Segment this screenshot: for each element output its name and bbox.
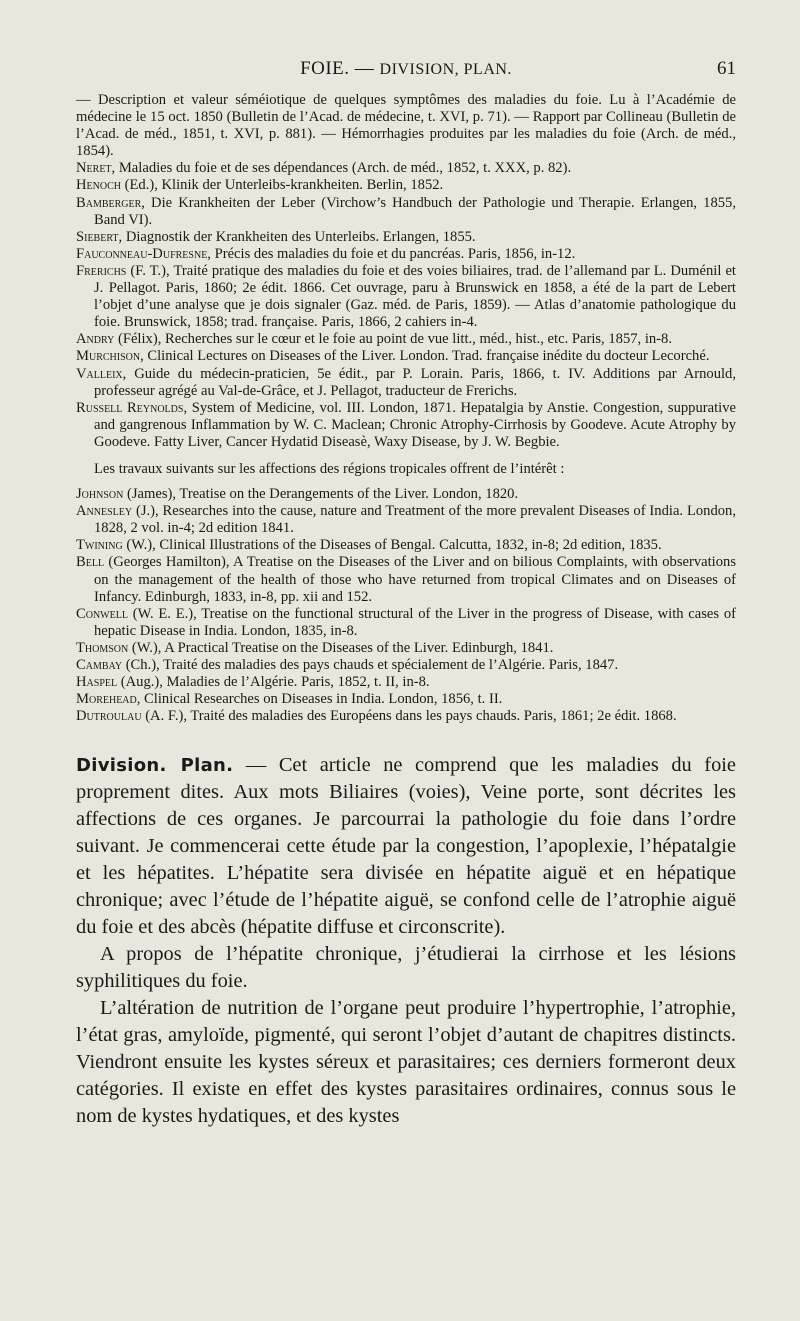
bibliography-entry [76,400,736,451]
entry-text: Clinical Researches on Diseases in India. London, 1856, t. II. [140,691,503,708]
bibliography [76,92,736,725]
running-head [76,58,736,80]
entry-text: Die Krankheiten der Leber (Virchow’s Handbuch der Pathologie und Therapie. Erlangen, 1855, Band VI). [94,194,736,228]
entry-text: Guide du médecin-praticien, 5e édit., par P. Lorain. Paris, 1866, t. IV. Additions par Arnould, professeur agrégé au Val-de-Grâce, et J. Pellagot, traducteur de Frerichs. [94,365,736,399]
entry-author: Dutroulau [76,708,142,725]
entry-author: Johnson [76,486,124,503]
entry-text: (Félix), Recherches sur le cœur et le foie au point de vue litt., méd., hist., etc. Paris, 1857, in-8. [114,331,672,348]
entry-text: (Georges Hamilton), A Treatise on the Diseases of the Liver and on bilious Complaints, with observations on the management of the health of those who have returned from tropical Climates and on Diseases of Infancy. Edinburgh, 1833, in-8, pp. xii and 152. [94,554,736,605]
entry-author: Thomson [76,639,129,656]
entry-author: Siebert, [76,228,123,245]
entry-text: Maladies du foie et de ses dépendances (Arch. de méd., 1852, t. XXX, p. 82). [115,160,572,177]
entry-text: (W.), A Practical Treatise on the Diseases of the Liver. Edinburgh, 1841. [128,639,554,656]
bibliography-entry [76,503,736,537]
entry-author: Bell [76,554,105,571]
bibliography-entry [76,160,736,177]
entry-author: Conwell [76,605,128,622]
entry-author: Cambay [76,657,123,673]
entry-text: — Description et valeur séméiotique de quelques symptômes des maladies du foie. Lu à l’Académie de médecine le 15 oct. 1850 (Bulletin de l’Acad. de médecine, t. XVI, p. 71). — Rapport par Collineau (Bulletin de l’Acad. de méd., 1851, t. XVI, p. 881). — Hémorrhagies produites par les maladies du foie (Arch. de méd., 1854). [76,92,736,160]
running-head-subtitle: DIVISION, PLAN. [379,61,512,78]
bibliography-entry [76,92,736,160]
running-head-separator: — [354,58,375,79]
section-division-plan [76,752,736,1130]
bibliography-entry [76,177,736,194]
entry-author: Murchison, [76,348,144,365]
entry-text: Diagnostik der Krankheiten des Unterleibs. Erlangen, 1855. [122,228,476,245]
page-header [76,58,736,92]
page-number: 61 [717,58,736,79]
tropical-intro: Les travaux suivants sur les affections des régions tropicales offrent de l’intérêt : [94,460,565,477]
entry-text: (A. F.), Traité des maladies des Européens dans les pays chauds. Paris, 1861; 2e édit. 1868. [141,708,677,725]
bibliography-entry [76,537,736,554]
entry-author: Frerichs [76,262,127,279]
bibliography-entry [76,606,736,640]
bibliography-entry [76,486,736,503]
bibliography-entry [76,195,736,229]
entry-text: (F. T.), Traité pratique des maladies du foie et des voies biliaires, trad. de l’allemand par L. Duménil et J. Pellagot. Paris, 1860; 2e édit. 1866. Cet ouvrage, paru à Brunswick en 1858, a été de la part de Lebert l’objet d’une analyse que je dois signaler (Gaz. méd. de Paris, 1859). — Atlas d’anatomie pathologique du foie. Brunswick, 1858; trad. française. Paris, 1866, 2 cahiers in-4. [94,262,736,331]
entry-author: Andry [76,331,115,348]
entry-text: Clinical Lectures on Diseases of the Liver. London. Trad. française inédite du docteur Lecorché. [143,348,710,365]
section-paragraph: L’altération de nutrition de l’organe peut produire l’hypertrophie, l’atrophie, l’état gras, amyloïde, pigmenté, qui seront l’objet d’autant de chapitres distincts. Viendront ensuite les kystes séreux et parasitaires; ces derniers formeront deux catégories. Il existe en effet des kystes parasitaires ordinaires, connus sous le nom de kystes hydatiques, et des kystes [76,997,736,1128]
entry-author: Henoch [76,177,121,194]
section-paragraph [76,752,736,941]
bibliography-entry [76,708,736,725]
paragraph-text: — Cet article ne comprend que les maladies du foie proprement dites. Aux mots Biliaires (voies), Veine porte, sont décrites les affections de ces organes. Je parcourrai la pathologie du foie dans l’ordre suivant. Je commencerai cette étude par la congestion, l’apoplexie, l’hépatalgie et les hépatites. L’hépatite sera divisée en hépatite aiguë et en hépatique chronique; avec l’étude de l’hépatite aiguë, se confond celle de l’atrophie aiguë du foie et des abcès (hépatite diffuse et circonscrite). [76,754,736,939]
entry-author: Annesley [76,503,133,520]
entry-author: Russell Reynolds, [76,399,188,416]
entry-author: Fauconneau-Dufresne, [76,245,211,262]
bibliography-entry [76,674,736,691]
entry-text: (W. E. E.), Treatise on the functional structural of the Liver in the progress of Disease, with cases of hepatic Disease in India. London, 1835, in-8. [94,605,736,639]
entry-author: Morehead, [76,691,141,708]
entry-text: (Ch.), Traité des maladies des pays chauds et spécialement de l’Algérie. Paris, 1847. [122,657,619,673]
entry-text: (W.), Clinical Illustrations of the Diseases of Bengal. Calcutta, 1832, in-8; 2d edition, 1835. [122,537,662,554]
bibliography-entry [76,640,736,657]
entry-text: (J.), Researches into the cause, nature and Treatment of the more prevalent Diseases of India. London, 1828, 2 vol. in-4; 2d edition 1841. [94,503,736,537]
entry-author: Haspel [76,674,118,691]
bibliography-entry [76,263,736,331]
section-paragraph: A propos de l’hépatite chronique, j’étudierai la cirrhose et les lésions syphilitiques du foie. [76,943,736,993]
entry-text: System of Medicine, vol. III. London, 1871. Hepatalgia by Anstie. Congestion, suppurative and gangrenous Inflammation by W. C. Maclean; Chronic Atrophy-Cirrhosis by Goodeve. Acute Atrophy by Goodeve. Fatty Liver, Cancer Hydatid Diseasè, Waxy Disease, by J. W. Begbie. [94,399,736,450]
entry-text: Précis des maladies du foie et du pancréas. Paris, 1856, in-12. [210,245,576,262]
entry-author: Twining [76,537,123,554]
entry-text: (Ed.), Klinik der Unterleibs-krankheiten. Berlin, 1852. [120,177,444,194]
bibliography-entry [76,348,736,365]
bibliography-entry [76,657,736,674]
bibliography-entry [76,554,736,605]
entry-author: Neret, [76,160,116,177]
bibliography-entry [76,331,736,348]
entry-text: (James), Treatise on the Derangements of the Liver. London, 1820. [123,486,519,503]
bibliography-entry [76,366,736,400]
bibliography-entry [76,691,736,708]
entry-author: Valleix, [76,365,127,382]
entry-text: (Aug.), Maladies de l’Algérie. Paris, 1852, t. II, in-8. [117,674,430,691]
bibliography-entry [76,246,736,263]
bibliography-entry [76,229,736,246]
section-heading: Division. Plan. [76,755,234,777]
entry-author: Bamberger, [76,194,145,211]
running-head-title: FOIE. [300,58,350,79]
